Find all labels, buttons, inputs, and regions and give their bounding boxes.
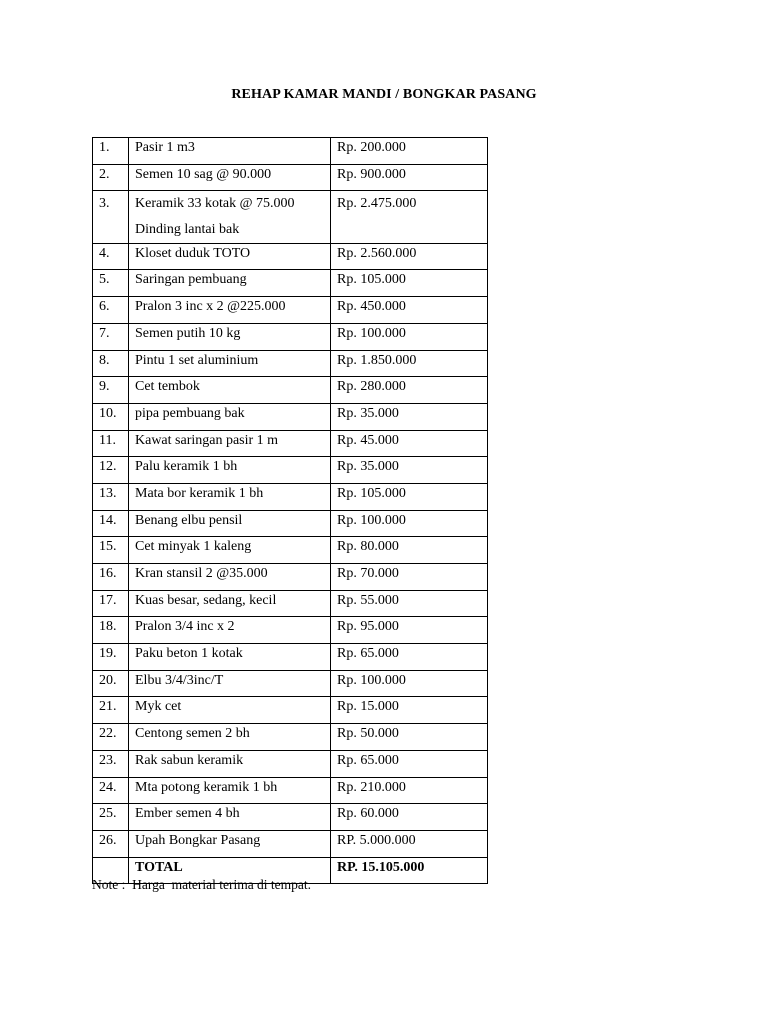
item-price: Rp. 105.000 [331,270,488,297]
item-price: Rp. 70.000 [331,564,488,591]
item-name: Kran stansil 2 @35.000 [129,564,331,591]
item-name: Saringan pembuang [129,270,331,297]
table-row [93,243,488,270]
row-number: 7. [93,323,129,350]
item-price: Rp. 1.850.000 [331,350,488,377]
item-name: Pralon 3 inc x 2 @225.000 [129,297,331,324]
table-row [93,323,488,350]
item-price: Rp. 35.000 [331,403,488,430]
row-number: 9. [93,377,129,404]
table-row [93,777,488,804]
item-name-line-1: Keramik 33 kotak @ 75.000 [135,196,295,212]
item-price: Rp. 35.000 [331,457,488,484]
row-number: 5. [93,270,129,297]
item-price: Rp. 2.475.000 [331,191,488,243]
item-name: Semen 10 sag @ 90.000 [129,164,331,191]
item-price: Rp. 105.000 [331,483,488,510]
row-number: 11. [93,430,129,457]
row-number: 4. [93,243,129,270]
row-number: 18. [93,617,129,644]
table-row [93,377,488,404]
table-row [93,297,488,324]
table-row [93,457,488,484]
table-row [93,510,488,537]
item-price: Rp. 2.560.000 [331,243,488,270]
item-name: Pralon 3/4 inc x 2 [129,617,331,644]
note-text: Note : Harga material terima di tempat. [92,877,312,892]
row-number: 16. [93,564,129,591]
item-name: Centong semen 2 bh [129,724,331,751]
item-price: Rp. 50.000 [331,724,488,751]
table-row [93,350,488,377]
item-price: Rp. 450.000 [331,297,488,324]
item-name: Palu keramik 1 bh [129,457,331,484]
row-number: 22. [93,724,129,751]
row-number: 26. [93,830,129,857]
table-row [93,537,488,564]
item-price: Rp. 45.000 [331,430,488,457]
row-number: 12. [93,457,129,484]
total-price: RP. 15.105.000 [331,857,488,884]
row-number: 2. [93,164,129,191]
table-row [93,483,488,510]
table-row [93,564,488,591]
table-row [93,830,488,857]
item-name: Pintu 1 set aluminium [129,350,331,377]
table-row [93,724,488,751]
item-price: Rp. 65.000 [331,750,488,777]
item-name: Cet minyak 1 kaleng [129,537,331,564]
row-number: 24. [93,777,129,804]
item-name: Pasir 1 m3 [129,138,331,165]
table-row [93,670,488,697]
item-name: Ember semen 4 bh [129,804,331,831]
row-number: 17. [93,590,129,617]
row-number: 15. [93,537,129,564]
cost-table-body [93,138,488,884]
table-row [93,164,488,191]
row-number: 21. [93,697,129,724]
item-name: Kuas besar, sedang, kecil [129,590,331,617]
item-name: Mta potong keramik 1 bh [129,777,331,804]
row-number: 25. [93,804,129,831]
table-row [93,590,488,617]
table-row [93,270,488,297]
table-row [93,403,488,430]
item-name: pipa pembuang bak [129,403,331,430]
item-name: Elbu 3/4/3inc/T [129,670,331,697]
item-price: Rp. 60.000 [331,804,488,831]
item-name: Upah Bongkar Pasang [129,830,331,857]
item-name: Semen putih 10 kg [129,323,331,350]
item-price: Rp. 15.000 [331,697,488,724]
table-row [93,138,488,165]
row-number: 8. [93,350,129,377]
total-label: TOTAL [129,857,331,884]
item-price: Rp. 900.000 [331,164,488,191]
row-number: 3. [93,191,129,243]
row-number: 13. [93,483,129,510]
item-name: Benang elbu pensil [129,510,331,537]
item-price: Rp. 100.000 [331,323,488,350]
item-price: Rp. 65.000 [331,644,488,671]
item-name: Mata bor keramik 1 bh [129,483,331,510]
item-name: Cet tembok [129,377,331,404]
table-row [93,191,488,243]
item-name: Rak sabun keramik [129,750,331,777]
table-row [93,430,488,457]
item-name: Kawat saringan pasir 1 m [129,430,331,457]
item-price: Rp. 280.000 [331,377,488,404]
row-number: 19. [93,644,129,671]
item-name-multiline [129,191,331,243]
table-row [93,697,488,724]
item-price: Rp. 55.000 [331,590,488,617]
row-number: 14. [93,510,129,537]
item-price: Rp. 200.000 [331,138,488,165]
item-price: Rp. 210.000 [331,777,488,804]
item-price: Rp. 80.000 [331,537,488,564]
item-name: Kloset duduk TOTO [129,243,331,270]
table-row [93,804,488,831]
row-number: 6. [93,297,129,324]
item-price: Rp. 100.000 [331,670,488,697]
table-row [93,750,488,777]
item-name-line-2: Dinding lantai bak [135,222,240,238]
row-number: 23. [93,750,129,777]
cost-table [92,137,488,884]
item-price: RP. 5.000.000 [331,830,488,857]
item-price: Rp. 100.000 [331,510,488,537]
table-row [93,644,488,671]
item-price: Rp. 95.000 [331,617,488,644]
table-row [93,617,488,644]
item-name: Myk cet [129,697,331,724]
item-name: Paku beton 1 kotak [129,644,331,671]
row-number: 10. [93,403,129,430]
row-number: 1. [93,138,129,165]
document-title: REHAP KAMAR MANDI / BONGKAR PASANG [231,87,537,102]
row-number: 20. [93,670,129,697]
